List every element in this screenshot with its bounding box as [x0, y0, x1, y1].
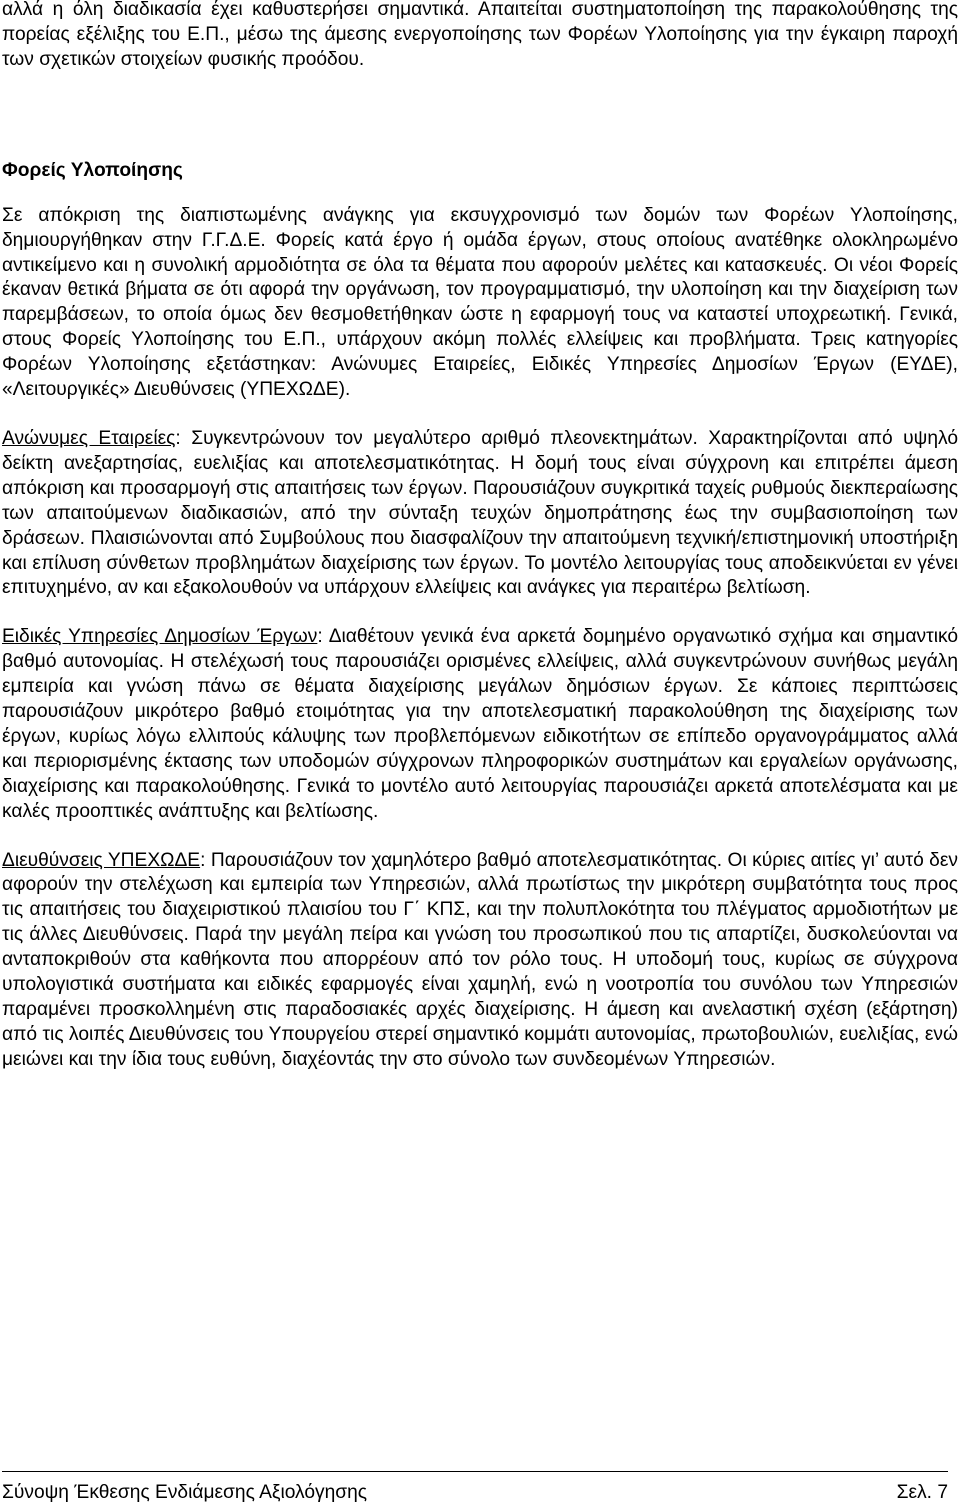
dyp-paragraph [2, 849, 958, 1073]
sa-text: : Συγκεντρώνουν τον μεγαλύτερο αριθμό πλεονεκτημάτων. Χαρακτηρίζονται από υψηλό δείκτη ανεξαρτησίας, ευελιξίας και αποτελεσματικότητας. Η δομή τους είναι σύγχρονη και επιτρέπει άμεση απόκριση και προσαρμογή στις απαιτήσεις των έργων. Παρουσιάζουν συγκριτικά ταχείς ρυθμούς διεκπεραίωσης των απαιτούμενων διαδικασιών, από την σύνταξη τευχών δημοπράτησης έως την συμβασιοποίηση των δράσεων. Πλαισιώνονται από Συμβούλους που διασφαλίζουν την απαιτούμενη τεχνική/επιστημονική υποστήριξη και επίλυση σύνθετων προβλημάτων διαχείρισης των έργων. Το μοντέλο λειτουργίας τους αποδεικνύεται εν γένει επιτυχημένο, αν και εξακολουθούν να υπάρχουν ελλείψεις και ανάγκες για περαιτέρω βελτίωση. [2, 427, 958, 599]
dyp-term: Διευθύνσεις ΥΠΕΧΩΔΕ [2, 849, 201, 871]
page-footer [2, 1471, 948, 1505]
eyde-text: : Διαθέτουν γενικά ένα αρκετά δομημένο οργανωτικό σχήμα και σημαντικό βαθμό αυτονομίας. Η στελέχωσή τους παρουσιάζει ορισμένες ελλείψεις, αλλά συγκεντρώνουν συνήθως μεγάλη εμπειρία και γνώση πάνω σε θέματα διαχείρισης μεγάλων δημόσιων έργων. Σε κάποιες περιπτώσεις παρουσιάζουν μικρότερο βαθμό ετοιμότητας για την αποτελεσματική παρακολούθηση της διαχείρισης των έργων, κυρίως λόγω ελλιπούς κάλυψης των προβλεπόμενων ειδικοτήτων σε επίπεδο οργανογράμματος αλλά και περιορισμένης έκτασης των υποδομών σύγχρονων πληροφορικών συστημάτων και εργαλείων οργάνωσης, διαχείρισης και παρακολούθησης. Γενικά το μοντέλο αυτό λειτουργίας παρουσιάζει αρκετά αποτελέσματα και με καλές προοπτικές ανάπτυξης και βελτίωσης. [2, 626, 958, 822]
footer-title: Σύνοψη Έκθεσης Ενδιάμεσης Αξιολόγησης [2, 1482, 368, 1503]
sa-term: Ανώνυμες Εταιρείες [2, 427, 176, 449]
section-heading: Φορείς Υλοποίησης [2, 159, 183, 181]
footer-page-number: Σελ. 7 [896, 1482, 948, 1503]
dyp-text: : Παρουσιάζουν τον χαμηλότερο βαθμό αποτελεσματικότητας. Οι κύριες αιτίες γι’ αυτό δεν αφορούν την στελέχωση και εμπειρία των Υπηρεσιών, αλλά πρωτίστως την μικρότερη συμβατότητα τους προς τις απαιτήσεις του διαχειριστικού πλαισίου του Γ΄ ΚΠΣ, και την πολυπλοκότητα του πλέγματος αρμοδιοτήτων με τις άλλες Διευθύνσεις. Παρά την μεγάλη πείρα και γνώση του προσωπικού που τις απαρτίζει, δυσκολεύονται να ανταποκριθούν στα καθήκοντα που απορρέουν από τον ρόλο τους. Η υποδομή τους, κυρίως σε σύγχρονα υπολογιστικά συστήματα και ειδικές εφαρμογές είναι χαμηλή, ενώ η νοοτροπία του συνόλου των Υπηρεσιών παραμένει προσκολλημένη στις παραδοσιακές αρχές διαχείρισης. Η άμεση και ανελαστική σχέση (εξάρτηση) από τις λοιπές Διευθύνσεις του Υπουργείου στερεί σημαντικό κομμάτι αυτονομίας, πρωτοβουλιών, ευελιξίας, ενώ μειώνει και την ίδια τους ευθύνη, διαχέοντάς την στο σύνολο των συνδεομένων Υπηρεσιών. [2, 849, 958, 1070]
main-paragraph: Σε απόκριση της διαπιστωμένης ανάγκης για εκσυγχρονισμό των δομών των Φορέων Υλοποίησης, δημιουργήθηκαν στην Γ.Γ.Δ.Ε. Φορείς κατά έργο ή ομάδα έργων, στους οποίους ανατέθηκε ολοκληρωμένο αντικείμενο και η συνολική αρμοδιότητα σε όλα τα θέματα που αφορούν μελέτες και κατασκευές. Οι νέοι Φορείς έκαναν θετικά βήματα σε ότι αφορά την οργάνωση, τον προγραμματισμό, την υλοποίηση και την διαχείριση των παρεμβάσεων, το οποία όμως δεν θεσμοθετήθηκαν ώστε η εφαρμογή τους να καταστεί υποχρεωτική. Γενικά, στους Φορείς Υλοποίησης του Ε.Π., υπάρχουν ακόμη πολλές ελλείψεις και προβλήματα. Τρεις κατηγορίες Φορέων Υλοποίησης εξετάστηκαν: Ανώνυμες Εταιρείες, Ειδικές Υπηρεσίες Δημοσίων Έργων (ΕΥΔΕ), «Λειτουργικές» Διευθύνσεις (ΥΠΕΧΩΔΕ). [2, 204, 958, 401]
eyde-paragraph [2, 625, 958, 824]
sa-paragraph [2, 427, 958, 601]
eyde-term: Ειδικές Υπηρεσίες Δημοσίων Έργων [2, 626, 318, 648]
intro-paragraph: αλλά η όλη διαδικασία έχει καθυστερήσει σημαντικά. Απαιτείται συστηματοποίηση της παρακολούθησης της πορείας εξέλιξης του Ε.Π., μέσω της άμεσης ενεργοποίησης των Φορέων Υλοποίησης για την έγκαιρη παροχή των σχετικών στοιχείων φυσικής προόδου. [2, 0, 958, 70]
